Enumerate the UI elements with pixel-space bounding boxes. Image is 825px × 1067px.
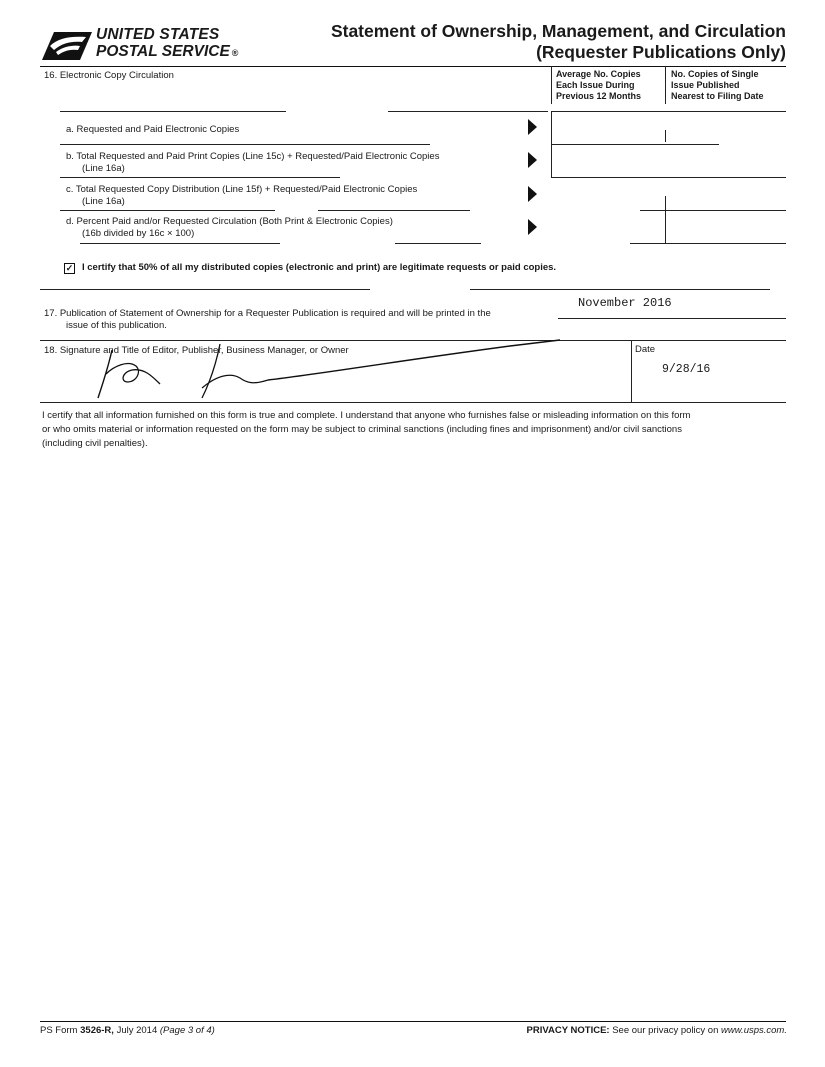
certify-50-percent-checkbox[interactable] [64, 263, 75, 274]
row-16b-label: b. Total Requested and Paid Print Copies (Line 15c) + Requested/Paid Electronic Copies (Line 16a) [66, 151, 440, 174]
row-16a-arrow-icon [528, 119, 537, 135]
org-name-line1: UNITED STATES [96, 26, 220, 43]
form-title [331, 21, 786, 63]
org-name-line2: POSTAL SERVICE [96, 43, 230, 60]
section16-top-rule [60, 111, 286, 112]
row-16c-single-field[interactable] [666, 178, 785, 209]
form-id: PS Form 3526-R, July 2014 (Page 3 of 4) [40, 1025, 215, 1036]
row-16a-average-field[interactable] [552, 112, 664, 143]
row-16d-single-field[interactable] [666, 211, 785, 242]
col-header-single-issue: No. Copies of Single Issue Published Nearest to Filing Date [671, 69, 764, 101]
header-divider [40, 66, 786, 67]
eagle-icon [40, 26, 94, 62]
col-divider-left [551, 66, 552, 104]
signature-date-value[interactable]: 9/28/16 [662, 363, 711, 376]
row-16b-average-field[interactable] [552, 145, 664, 176]
row-16d-average-field[interactable] [552, 211, 664, 242]
row-16b-arrow-icon [528, 152, 537, 168]
form-title-line1: Statement of Ownership, Management, and Circulation [330, 21, 786, 41]
footer-divider [40, 1021, 786, 1022]
row-16c-average-field[interactable] [552, 178, 664, 209]
row-16a-label: a. Requested and Paid Electronic Copies [66, 124, 240, 135]
usps-logo [40, 24, 250, 64]
row-16a-single-field[interactable] [666, 112, 785, 143]
registered-mark: ® [231, 48, 239, 58]
section16-label: 16. Electronic Copy Circulation [44, 70, 174, 81]
issue-date-field[interactable]: November 2016 [578, 296, 672, 310]
row-16d-label: d. Percent Paid and/or Requested Circulation (Both Print & Electronic Copies) (16b divided by 16c × 100) [66, 216, 393, 239]
signature-image [90, 338, 570, 408]
col-divider-middle [665, 66, 666, 104]
section18-label: 18. Signature and Title of Editor, Publisher, Business Manager, or Owner [44, 345, 349, 356]
date-column-divider [631, 340, 632, 402]
privacy-policy-link[interactable]: www.usps.com. [721, 1025, 787, 1036]
row-16d-arrow-icon [528, 219, 537, 235]
privacy-notice: PRIVACY NOTICE: See our privacy policy on www.usps.com. [526, 1025, 787, 1036]
form-title-line2: (Requester Publications Only) [536, 42, 786, 62]
check-icon: ✓ [65, 263, 74, 273]
col-header-average: Average No. Copies Each Issue During Previous 12 Months [556, 69, 642, 101]
row-16c-arrow-icon [528, 186, 537, 202]
row-16c-label: c. Total Requested Copy Distribution (Line 15f) + Requested/Paid Electronic Copies (Line 16a) [66, 184, 418, 207]
row-16b-single-field[interactable] [666, 145, 785, 176]
section17-text: 17. Publication of Statement of Ownership for a Requester Publication is required and will be printed in the issue of this publication. [44, 308, 491, 331]
certification-statement: I certify that all information furnished on this form is true and complete. I understand that anyone who furnishes false or misleading information on this form or who omits material or information requested on the form may be subject to criminal sanctions (including fines and imprisonment) and/or civil sanctions (including civil penalties). [42, 410, 691, 449]
certify-50-percent-text: I certify that 50% of all my distributed copies (electronic and print) are legitimate requests or paid copies. [82, 262, 557, 273]
date-label: Date [635, 344, 656, 355]
